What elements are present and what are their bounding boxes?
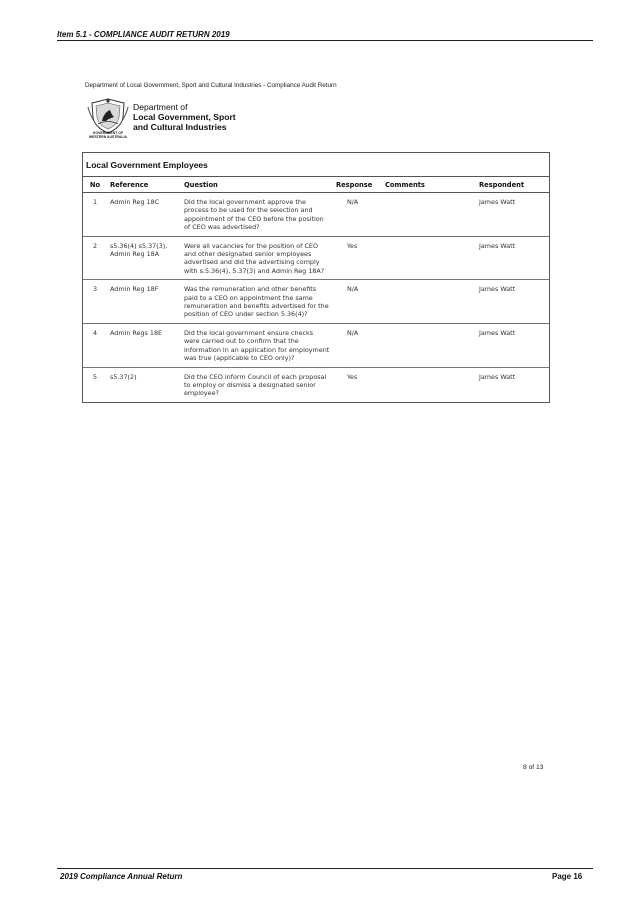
cell-question: Was the remuneration and other benefits paid to a CEO on appointment the same remuneration and benefits advertised for the position of CEO under section 5.36(4)? [181, 280, 333, 324]
table-header-row [83, 177, 549, 193]
cell-no: 1 [83, 193, 107, 237]
cell-reference: Admin Reg 18C [107, 193, 181, 237]
cell-response: N/A [333, 193, 382, 237]
audit-table [83, 177, 549, 402]
cell-response: N/A [333, 323, 382, 367]
cell-comments [382, 323, 476, 367]
cell-reference: Admin Regs 18E [107, 323, 181, 367]
audit-table-section [82, 152, 550, 403]
column-header-question: Question [181, 177, 333, 193]
cell-no: 5 [92, 372, 98, 381]
footer-divider [57, 868, 593, 869]
cell-respondent: James Watt [476, 193, 549, 237]
source-line: Department of Local Government, Sport and Cultural Industries - Compliance Audit Return [85, 82, 337, 89]
cell-comments [382, 193, 476, 237]
department-name: Department of Local Government, Sport and Cultural Industries [133, 102, 236, 132]
section-title: Local Government Employees [83, 153, 549, 177]
cell-reference: s5.37(2) [110, 372, 137, 381]
cell-no: 2 [83, 236, 107, 280]
cell-reference: s5.36(4) s5.37(3), Admin Reg 18A [107, 236, 181, 280]
column-header-no: No [83, 177, 107, 193]
cell-question: Did the CEO inform Council of each proposal to employ or dismiss a designated senior employee? [184, 372, 327, 398]
footer-title: 2019 Compliance Annual Return [60, 872, 183, 881]
table-row [83, 280, 549, 324]
cell-comments [382, 280, 476, 324]
cell-response: N/A [333, 280, 382, 324]
cell-response: Yes [333, 236, 382, 280]
column-header-response: Response [333, 177, 382, 193]
table-row [83, 236, 549, 280]
footer-page-number: Page 16 [552, 872, 583, 881]
cell-reference: Admin Reg 18F [107, 280, 181, 324]
cell-question: Were all vacancies for the position of CEO and other designated senior employees advertised and did the advertising comply with s.5.36(4), 5.37(3) and Admin Reg 18A? [181, 236, 333, 280]
page-header: Item 5.1 - COMPLIANCE AUDIT RETURN 2019 [57, 30, 593, 41]
cell-no: 3 [83, 280, 107, 324]
cell-response: Yes [347, 372, 358, 381]
table-row [83, 367, 549, 402]
cell-no: 4 [83, 323, 107, 367]
department-logo [86, 97, 246, 145]
cell-respondent: James Watt [479, 372, 516, 381]
cell-respondent: James Watt [476, 280, 549, 324]
cell-comments [382, 236, 476, 280]
column-header-reference: Reference [107, 177, 181, 193]
crest-caption: GOVERNMENT OF WESTERN AUSTRALIA [88, 131, 128, 139]
cell-comments [382, 367, 476, 402]
cell-question: Did the local government ensure checks were carried out to confirm that the information in an application for employment was true (applicable to CEO only)? [181, 323, 333, 367]
cell-question: Did the local government approve the process to be used for the selection and appointment of the CEO before the position of CEO was advertised? [181, 193, 333, 237]
table-row [83, 193, 549, 237]
table-row [83, 323, 549, 367]
column-header-respondent: Respondent [476, 177, 549, 193]
crest-icon [86, 97, 130, 135]
cell-respondent: James Watt [476, 323, 549, 367]
cell-respondent: James Watt [476, 236, 549, 280]
page-count: 8 of 13 [523, 764, 544, 771]
column-header-comments: Comments [382, 177, 476, 193]
